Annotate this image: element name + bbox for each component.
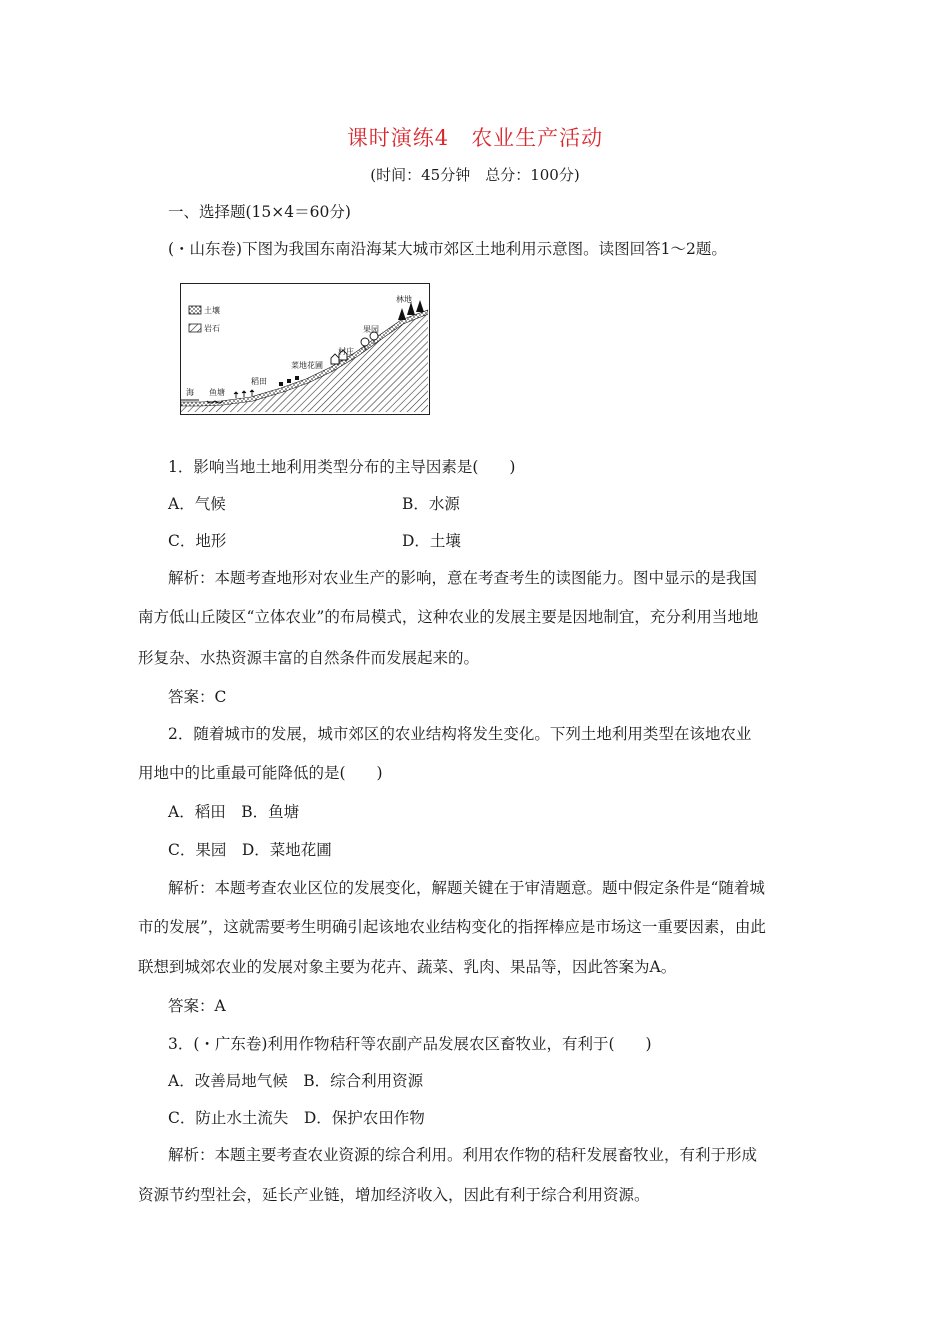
figure-intro: (・山东卷)下图为我国东南沿海某大城市郊区土地利用示意图。读图回答1～2题。 bbox=[168, 240, 727, 258]
label-sea: 海 bbox=[186, 388, 194, 397]
title-main: 课时演练4 bbox=[346, 126, 450, 150]
legend-rock-label: 岩石 bbox=[204, 324, 220, 333]
label-forest: 林地 bbox=[396, 295, 412, 304]
section-heading: 一、选择题(15×4＝60分) bbox=[168, 203, 351, 221]
q2-analysis-line-3: 联想到城郊农业的发展对象主要为花卉、蔬菜、乳肉、果品等，因此答案为A。 bbox=[138, 958, 677, 976]
q1-option-b: B．水源 bbox=[402, 495, 460, 513]
label-vegetable-garden: 菜地花圃 bbox=[291, 361, 323, 370]
q1-option-d: D．土壤 bbox=[402, 532, 461, 550]
q2-stem-line-1: 2．随着城市的发展，城市郊区的农业结构将发生变化。下列土地利用类型在该地农业 bbox=[168, 725, 752, 743]
legend-soil-swatch bbox=[189, 306, 201, 314]
title-sub: 农业生产活动 bbox=[471, 126, 604, 150]
legend-soil-label: 土壤 bbox=[204, 306, 220, 315]
q2-answer: 答案：A bbox=[168, 997, 226, 1015]
q1-option-c: C．地形 bbox=[168, 532, 227, 550]
q1-analysis-line-1: 解析：本题考查地形对农业生产的影响，意在考查考生的读图能力。图中显示的是我国 bbox=[168, 569, 758, 587]
label-rice-field: 稻田 bbox=[251, 377, 267, 386]
page-title bbox=[0, 122, 950, 152]
q1-analysis-line-2: 南方低山丘陵区“立体农业”的布局模式，这种农业的发展主要是因地制宜，充分利用当地地 bbox=[138, 608, 759, 626]
q3-options-ab: A．改善局地气候 B．综合利用资源 bbox=[168, 1072, 424, 1090]
q2-options-ab: A．稻田 B．鱼塘 bbox=[168, 803, 300, 821]
q3-analysis-line-1: 解析：本题主要考查农业资源的综合利用。利用农作物的秸秆发展畜牧业，有利于形成 bbox=[168, 1146, 758, 1164]
time-score-info: (时间：45分钟 总分：100分) bbox=[370, 166, 580, 184]
q2-options-cd: C．果园 D．菜地花圃 bbox=[168, 841, 332, 859]
q1-option-a: A．气候 bbox=[168, 495, 226, 513]
q3-analysis-line-2: 资源节约型社会，延长产业链，增加经济收入，因此有利于综合利用资源。 bbox=[138, 1186, 650, 1204]
q1-stem: 1．影响当地土地利用类型分布的主导因素是( ) bbox=[168, 458, 516, 476]
legend-rock-swatch bbox=[189, 324, 201, 332]
land-use-figure bbox=[180, 283, 430, 415]
q3-stem: 3．(・广东卷)利用作物秸秆等农副产品发展农区畜牧业，有利于( ) bbox=[168, 1035, 652, 1053]
label-fish-pond: 鱼塘 bbox=[209, 388, 225, 397]
q2-analysis-line-1: 解析：本题考查农业区位的发展变化，解题关键在于审清题意。题中假定条件是“随着城 bbox=[168, 879, 765, 897]
q1-analysis-line-3: 形复杂、水热资源丰富的自然条件而发展起来的。 bbox=[138, 649, 480, 667]
q3-options-cd: C．防止水土流失 D．保护农田作物 bbox=[168, 1109, 425, 1127]
q2-analysis-line-2: 市的发展”，这就需要考生明确引起该地农业结构变化的指挥棒应是市场这一重要因素，由此 bbox=[138, 918, 766, 936]
q1-answer: 答案：C bbox=[168, 688, 227, 706]
label-orchard: 果园 bbox=[363, 325, 379, 334]
label-village: 村庄 bbox=[338, 347, 354, 356]
q2-stem-line-2: 用地中的比重最可能降低的是( ) bbox=[138, 764, 383, 782]
